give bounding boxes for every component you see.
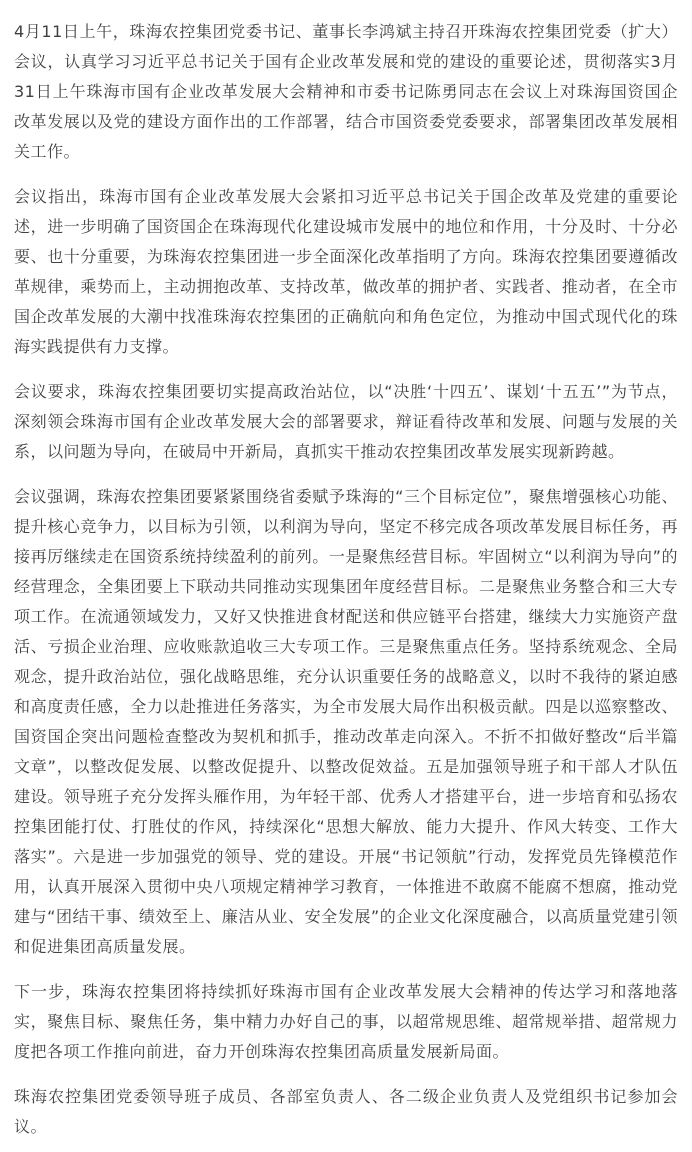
paragraph-meeting-requirements: 会议要求，珠海农控集团要切实提高政治站位，以“决胜‘十四五’、谋划‘十五五’”为节点，深刻领会珠海市国有企业改革发展大会的部署要求，辩证看待改革和发展、问题与发展的关系，以问题为导向，在破局中开新局，真抓实干推动农控集团改革发展实现新跨越。 (14, 382, 678, 461)
paragraph-meeting-intro: 4月11日上午，珠海农控集团党委书记、董事长李鸿斌主持召开珠海农控集团党委（扩大）会议，认真学习习近平总书记关于国有企业改革发展和党的建设的重要论述，贯彻落实3月31日上午珠海市国有企业改革发展大会精神和市委书记陈勇同志在会议上对珠海国资国企改革发展以及党的建设方面作出的工作部署，结合市国资委党委要求，部署集团改革发展相关工作。 (14, 22, 678, 161)
paragraph-next-steps: 下一步，珠海农控集团将持续抓好珠海市国有企业改革发展大会精神的传达学习和落地落实，聚焦目标、聚焦任务，集中精力办好自己的事，以超常规思维、超常规举措、超常规力度把各项工作推向前进，奋力开创珠海农控集团高质量发展新局面。 (14, 982, 678, 1061)
paragraph-attendees: 珠海农控集团党委领导班子成员、各部室负责人、各二级企业负责人及党组织书记参加会议。 (14, 1087, 678, 1136)
paragraph-meeting-pointed-out: 会议指出，珠海市国有企业改革发展大会紧扣习近平总书记关于国企改革及党建的重要论述，进一步明确了国资国企在珠海现代化建设城市发展中的地位和作用，十分及时、十分必要、也十分重要，为珠海农控集团进一步全面深化改革指明了方向。珠海农控集团要遵循改革规律，乘势而上，主动拥抱改革、支持改革，做改革的拥护者、实践者、推动者，在全市国企改革发展的大潮中找准珠海农控集团的正确航向和角色定位，为推动中国式现代化的珠海实践提供有力支撑。 (14, 187, 678, 356)
paragraph-meeting-emphasis: 会议强调，珠海农控集团要紧紧围绕省委赋予珠海的“三个目标定位”，聚焦增强核心功能、提升核心竞争力，以目标为引领，以利润为导向，坚定不移完成各项改革发展目标任务，再接再厉继续走在国资系统持续盈利的前列。一是聚焦经营目标。牢固树立“以利润为导向”的经营理念，全集团要上下联动共同推动实现集团年度经营目标。二是聚焦业务整合和三大专项工作。在流通领域发力，又好又快推进食材配送和供应链平台搭建，继续大力实施资产盘活、亏损企业治理、应收账款追收三大专项工作。三是聚焦重点任务。坚持系统观念、全局观念，提升政治站位，强化战略思维，充分认识重要任务的战略意义，以时不我待的紧迫感和高度责任感，全力以赴推进任务落实，为全市发展大局作出积极贡献。四是以巡察整改、国资国企突出问题检查整改为契机和抓手，推动改革走向深入。不折不扣做好整改“后半篇文章”，以整改促发展、以整改促提升、以整改促效益。五是加强领导班子和干部人才队伍建设。领导班子充分发挥头雁作用，为年轻干部、优秀人才搭建平台，进一步培育和弘扬农控集团能打仗、打胜仗的作风，持续深化“思想大解放、能力大提升、作风大转变、工作大落实”。六是进一步加强党的领导、党的建设。开展“书记领航”行动，发挥党员先锋模范作用，认真开展深入贯彻中央八项规定精神学习教育，一体推进不敢腐不能腐不想腐，推动党建与“团结干事、绩效至上、廉洁从业、安全发展”的企业文化深度融合，以高质量党建引领和促进集团高质量发展。 (14, 487, 678, 956)
